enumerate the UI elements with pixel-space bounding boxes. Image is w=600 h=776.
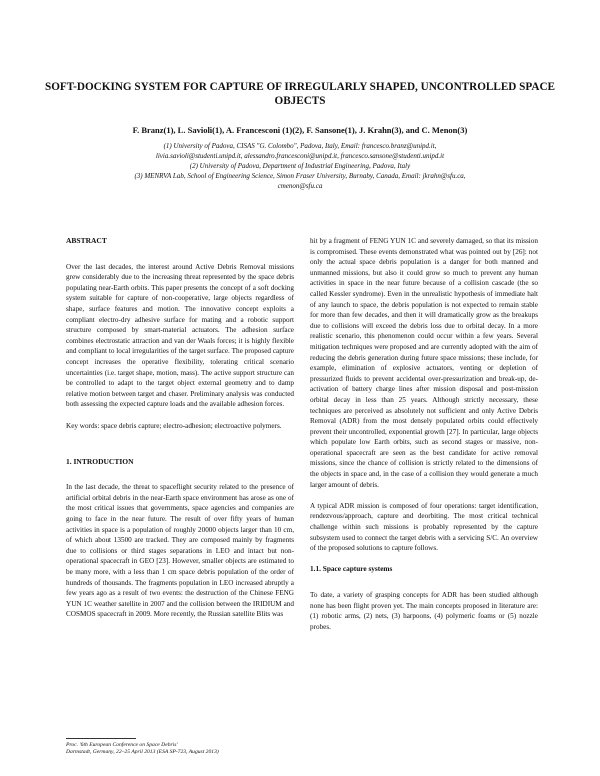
introduction-heading: 1. INTRODUCTION bbox=[66, 456, 134, 466]
body-paragraph: A typical ADR mission is composed of four operations: target identification, rendezvous/approach, capture and deorbiting. The most critical technical challenge within such missions is probably represented by the capture subsystem used to connect the target debris with a servicing S/C. An overview of the proposed solutions to capture follows. bbox=[310, 501, 538, 553]
affiliations bbox=[60, 141, 540, 191]
footnote-rule bbox=[66, 738, 136, 739]
affiliation-line: livia.savioli@studenti.unipd.it, alessandro.francesconi@unipd.it, francesco.sansone@studenti.unipd.it bbox=[155, 152, 445, 160]
subsection-heading: 1.1. Space capture systems bbox=[310, 564, 393, 574]
body-paragraph: To date, a variety of grasping concepts for ADR has been studied although none has been flight proven yet. The main concepts proposed in literature are: (1) robotic arms, (2) nets, (3) harpoons, (4) polymeric foams or (5) nozzle probes. bbox=[310, 591, 538, 631]
introduction-text: In the last decade, the threat to spaceflight security related to the presence of artificial orbital debris in the near-Earth space environment has arose as one of the most critical issues that governments, space agencies and companies are going to face in the near future. The result of over fifty years of human activities in space is a population of roughly 20000 objects larger than 10 cm, of which about 13500 are tracked. They are composed mainly by fragments due to collisions or third stages separations in LEO and intact but non-operational spacecraft in GEO [23]. However, smaller objects are estimated to be many more, with a less than 1 cm space debris population of the order of hundreds of thousands. The fragments population in LEO increased abruptly a few years ago as a result of two events: the destruction of the Chinese FENG YUN 1C weather satellite in 2007 and the collision between the IRIDIUM and COSMOS spacecraft in 2009. More recently, the Russian satellite Blits was bbox=[66, 483, 294, 619]
affiliation-line: cmenon@sfu.ca bbox=[277, 182, 323, 190]
affiliation-line: (2) University of Padova, Department of Industrial Engineering, Padova, Italy bbox=[189, 162, 411, 170]
abstract-heading: ABSTRACT bbox=[66, 236, 107, 245]
paper-title: SOFT-DOCKING SYSTEM FOR CAPTURE OF IRREGULARLY SHAPED, UNCONTROLLED SPACE OBJECTS bbox=[44, 81, 556, 107]
affiliation-line: (3) MENRVA Lab, School of Engineering Science, Simon Fraser University, Burnaby, Canada, Email: jkrahn@sfu.ca, bbox=[134, 172, 466, 180]
footnote-line: Proc. '6th European Conference on Space Debris' bbox=[66, 742, 178, 748]
affiliation-line: (1) University of Padova, CISAS "G. Colombo", Padova, Italy, Email: francesco.branz@unipd.it, bbox=[163, 142, 437, 150]
left-column bbox=[66, 236, 294, 631]
conference-footnote bbox=[66, 738, 294, 757]
abstract-text: Over the last decades, the interest around Active Debris Removal missions grew considerably due to the increasing threat represented by the space debris populating near-Earth orbits. This paper presents the concept of a soft docking system suitable for capture of non-cooperative, large objects regardless of shape, surface features and motion. The innovative concept exploits a compliant electro-dry adhesive surface for mating and a robotic support structure composed by smart-material actuators. The adhesion surface combines electrostatic attraction and van der Waals forces; it is highly flexible and compliant to local irregularities of the target surface. The proposed capture concept increases the operative flexibility, tolerating critical scenario uncertainties (i.e. target shape, motion, mass). The active support structure can be controlled to adapt to the target object external geometry and to damp relative motion between target and chaser. Preliminary analysis was conducted both assessing the expected capture loads and the available adhesion forces. bbox=[66, 262, 294, 409]
right-column bbox=[310, 236, 538, 643]
author-list: F. Branz(1), L. Savioli(1), A. Francesconi (1)(2), F. Sansone(1), J. Krahn(3), and C. Menon(3) bbox=[132, 125, 468, 135]
body-paragraph: hit by a fragment of FENG YUN 1C and severely damaged, so that its mission is compromised. These events demonstrated what was pointed out by [26]: not only the actual space debris population is a danger for both manned and unmanned missions, but also it could grow so much to prevent any human activities in space in the near future because of a collision cascade (the so called Kessler syndrome). Even in the unrealistic hypothesis of immediate halt of any launch to space, the debris population is not expected to remain stable for more than few decades, and then it will dramatically grow as the breakups due to collisions will exceed the debris loss due to orbital decay. In a more realistic scenario, this phenomenon could occur within a few years. Several mitigation techniques were proposed and are currently adopted with the aim of reducing the debris generation during future space missions; these include, for example, elimination of explosive actuators, venting or depletion of pressurized fluids to prevent accidental over-pressurization and break-up, de-activation of battery charge lines after mission disposal and post-mission orbital decay in less than 25 years. Although strictly necessary, these techniques are perceived as absolutely not sufficient and only Active Debris Removal (ADR) from the most densely populated orbits could effectively prevent their uncontrolled, exponential growth [27]. In particular, large objects which populate low Earth orbits, such as second stages or massive, non-operational spacecraft are seen as the best candidate for active removal missions, since the chance of collision is strictly related to the dimensions of the objects in space and, in the case of a collision they would generate a much larger amount of debris. bbox=[310, 237, 538, 489]
footnote-line: Darmstadt, Germany, 22–25 April 2013 (ESA SP-723, August 2013) bbox=[66, 749, 219, 756]
keywords: Key words: space debris capture; electro-adhesion; electroactive polymers. bbox=[66, 421, 282, 430]
